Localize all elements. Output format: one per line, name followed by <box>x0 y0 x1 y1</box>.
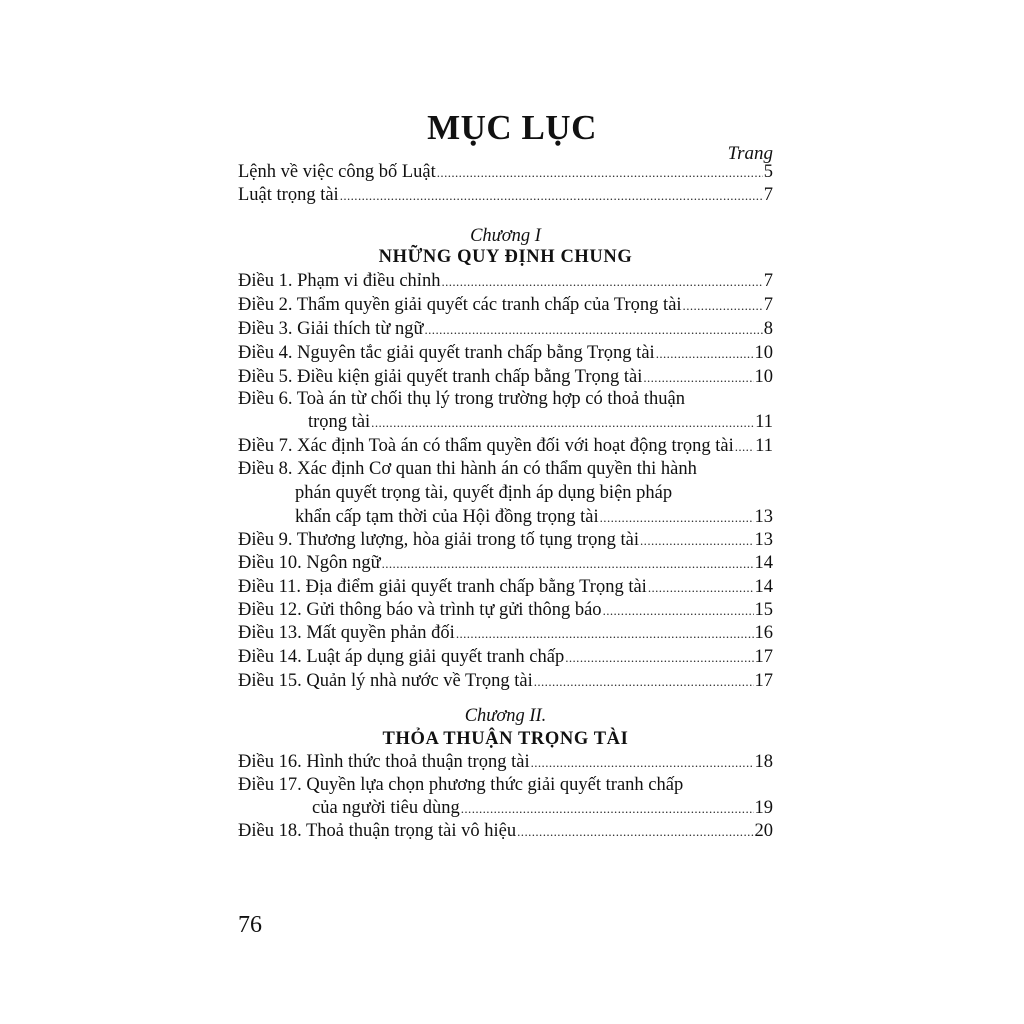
dot-leader <box>517 820 753 844</box>
toc-entry <box>295 505 773 529</box>
toc-entry-line: phán quyết trọng tài, quyết định áp dụng biện pháp <box>295 483 673 503</box>
toc-entry <box>308 410 773 434</box>
dot-leader <box>371 411 754 435</box>
page-title: MỤC LỤC <box>427 108 597 147</box>
toc-entry-page: 13 <box>754 507 773 527</box>
page-column-header: Trang <box>727 143 773 164</box>
dot-leader <box>600 506 754 530</box>
toc-entry-page: 18 <box>754 752 773 772</box>
dot-leader <box>640 529 753 553</box>
toc-entry-label: Điều 7. Xác định Toà án có thẩm quyền đối với hoạt động trọng tài <box>238 436 734 456</box>
toc-entry-page: 14 <box>754 577 773 597</box>
toc-entry-label: Điều 5. Điều kiện giải quyết tranh chấp bằng Trọng tài <box>238 367 643 387</box>
toc-entry-label: Điều 18. Thoả thuận trọng tài vô hiệu <box>238 821 517 841</box>
toc-entry-line: Điều 17. Quyền lựa chọn phương thức giải quyết tranh chấp <box>238 775 684 795</box>
toc-entry-label: Điều 3. Giải thích từ ngữ <box>238 319 424 339</box>
toc-entry-label: Điều 9. Thương lượng, hòa giải trong tố tụng trọng tài <box>238 530 640 550</box>
dot-leader <box>437 161 763 185</box>
toc-entry <box>238 434 773 458</box>
dot-leader <box>565 646 753 670</box>
toc-entry-label: Điều 15. Quản lý nhà nước về Trọng tài <box>238 671 533 691</box>
toc-entry-page: 16 <box>754 623 773 643</box>
toc-entry <box>238 819 773 843</box>
toc-entry <box>238 160 773 184</box>
chapter-heading: Chương II. <box>464 706 547 726</box>
toc-entry <box>238 598 773 622</box>
dot-leader <box>456 622 754 646</box>
toc-entry <box>238 365 773 389</box>
dot-leader <box>648 576 754 600</box>
toc-entry-line: Điều 6. Toà án từ chối thụ lý trong trường hợp có thoả thuận <box>238 389 685 409</box>
dot-leader <box>461 797 754 821</box>
dot-leader <box>441 270 762 294</box>
toc-entry <box>238 528 773 552</box>
toc-entry <box>238 341 773 365</box>
toc-entry-page: 17 <box>754 647 773 667</box>
toc-entry-page: 17 <box>754 671 773 691</box>
dot-leader <box>735 435 754 459</box>
toc-entry-page: 10 <box>754 367 773 387</box>
toc-entry-page: 8 <box>763 319 773 339</box>
toc-entry-label: Điều 1. Phạm vi điều chỉnh <box>238 271 441 291</box>
toc-entry-page: 11 <box>755 436 773 456</box>
dot-leader <box>425 318 763 342</box>
dot-leader <box>683 294 763 318</box>
toc-entry-label: khẩn cấp tạm thời của Hội đồng trọng tài <box>295 507 599 527</box>
dot-leader <box>603 599 754 623</box>
chapter-title: THỎA THUẬN TRỌNG TÀI <box>382 729 629 749</box>
chapter-title: NHỮNG QUY ĐỊNH CHUNG <box>378 247 633 267</box>
toc-entry <box>238 551 773 575</box>
toc-entry-page: 5 <box>763 162 773 182</box>
chapter-heading: Chương I <box>470 226 541 246</box>
toc-entry <box>238 621 773 645</box>
toc-entry <box>238 269 773 293</box>
toc-entry <box>238 669 773 693</box>
dot-leader <box>656 342 754 366</box>
toc-entry <box>238 575 773 599</box>
dot-leader <box>340 184 763 208</box>
toc-entry-label: Điều 13. Mất quyền phản đối <box>238 623 455 643</box>
toc-entry-label: Điều 16. Hình thức thoả thuận trọng tài <box>238 752 530 772</box>
toc-entry-page: 7 <box>763 295 773 315</box>
toc-entry-label: Điều 12. Gửi thông báo và trình tự gửi thông báo <box>238 600 602 620</box>
toc-entry-page: 7 <box>763 185 773 205</box>
toc-entry-label: Điều 11. Địa điểm giải quyết tranh chấp bằng Trọng tài <box>238 577 647 597</box>
dot-leader <box>531 751 754 775</box>
toc-entry-label: Điều 2. Thẩm quyền giải quyết các tranh chấp của Trọng tài <box>238 295 682 315</box>
toc-entry-label: Luật trọng tài <box>238 185 339 205</box>
toc-entry-page: 10 <box>754 343 773 363</box>
page-number: 76 <box>238 912 262 938</box>
toc-entry-label: trọng tài <box>308 412 371 432</box>
toc-entry <box>238 293 773 317</box>
toc-entry-page: 19 <box>754 798 773 818</box>
dot-leader <box>382 552 754 576</box>
dot-leader <box>534 670 754 694</box>
toc-entry-page: 14 <box>754 553 773 573</box>
toc-entry-label: Điều 14. Luật áp dụng giải quyết tranh chấp <box>238 647 565 667</box>
toc-entry <box>238 750 773 774</box>
toc-entry-page: 13 <box>754 530 773 550</box>
toc-entry-page: 11 <box>755 412 773 432</box>
toc-entry-label: Điều 4. Nguyên tắc giải quyết tranh chấp bằng Trọng tài <box>238 343 655 363</box>
toc-entry <box>238 183 773 207</box>
toc-entry-line: Điều 8. Xác định Cơ quan thi hành án có thẩm quyền thi hành <box>238 459 697 479</box>
toc-entry-label: Điều 10. Ngôn ngữ <box>238 553 381 573</box>
toc-entry-label: Lệnh về việc công bố Luật <box>238 162 436 182</box>
toc-entry-page: 7 <box>763 271 773 291</box>
toc-entry <box>238 317 773 341</box>
table-of-contents <box>238 0 773 1024</box>
toc-entry-label: của người tiêu dùng <box>312 798 460 818</box>
toc-entry-page: 20 <box>754 821 773 841</box>
toc-entry-page: 15 <box>754 600 773 620</box>
toc-entry <box>238 645 773 669</box>
toc-entry <box>312 796 773 820</box>
